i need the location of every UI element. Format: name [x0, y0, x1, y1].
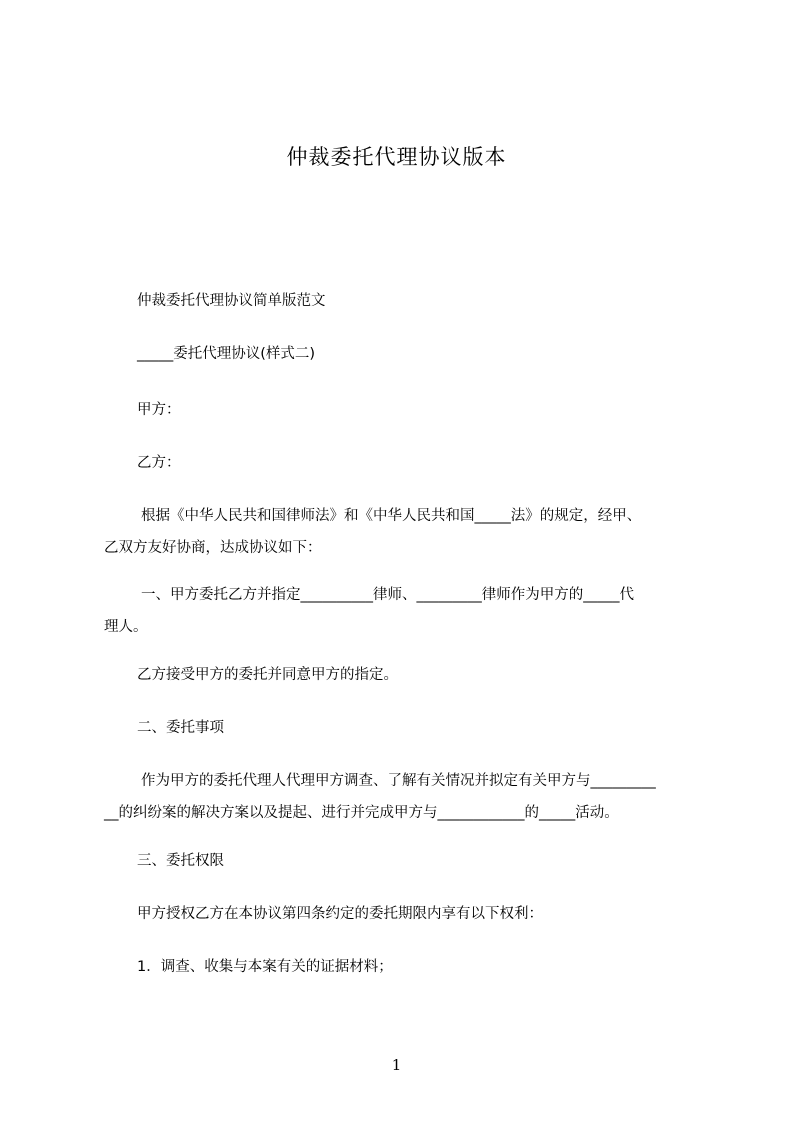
section-heading-3: 三、委托权限 — [137, 853, 224, 869]
section-heading-2: 二、委托事项 — [137, 720, 224, 736]
paragraph-line: 理人。 — [104, 619, 148, 635]
document-title: 仲裁委托代理协议版本 — [286, 145, 507, 169]
paragraph-line: 根据《中华人民共和国律师法》和《中华人民共和国_____法》的规定，经甲、 — [141, 508, 642, 524]
paragraph-subtitle: 仲裁委托代理协议简单版范文 — [137, 293, 326, 309]
paragraph-line: 作为甲方的委托代理人代理甲方调查、了解有关情况并拟定有关甲方与_________ — [141, 773, 656, 789]
paragraph-legal-basis — [104, 505, 674, 559]
paragraph-line: 一、甲方委托乙方并指定__________律师、_________律师作为甲方的_____代 — [141, 587, 634, 603]
paragraph-item-1: 1．调查、收集与本案有关的证据材料； — [137, 959, 393, 975]
paragraph-party-b: 乙方： — [137, 455, 181, 471]
paragraph-party-a: 甲方： — [137, 402, 181, 418]
paragraph-acceptance: 乙方接受甲方的委托并同意甲方的指定。 — [137, 667, 398, 683]
paragraph-line: 乙双方友好协商，达成协议如下： — [104, 540, 322, 556]
paragraph-clause-1 — [104, 584, 674, 638]
paragraph-authority: 甲方授权乙方在本协议第四条约定的委托期限内享有以下权利： — [137, 906, 543, 922]
page-number: 1 — [391, 1056, 402, 1074]
paragraph-delegated-matters — [104, 770, 674, 824]
paragraph-agreement-heading: _____委托代理协议(样式二) — [137, 346, 316, 362]
paragraph-line: __的纠纷案的解决方案以及提起、进行并完成甲方与____________的_____活动。 — [104, 805, 619, 821]
